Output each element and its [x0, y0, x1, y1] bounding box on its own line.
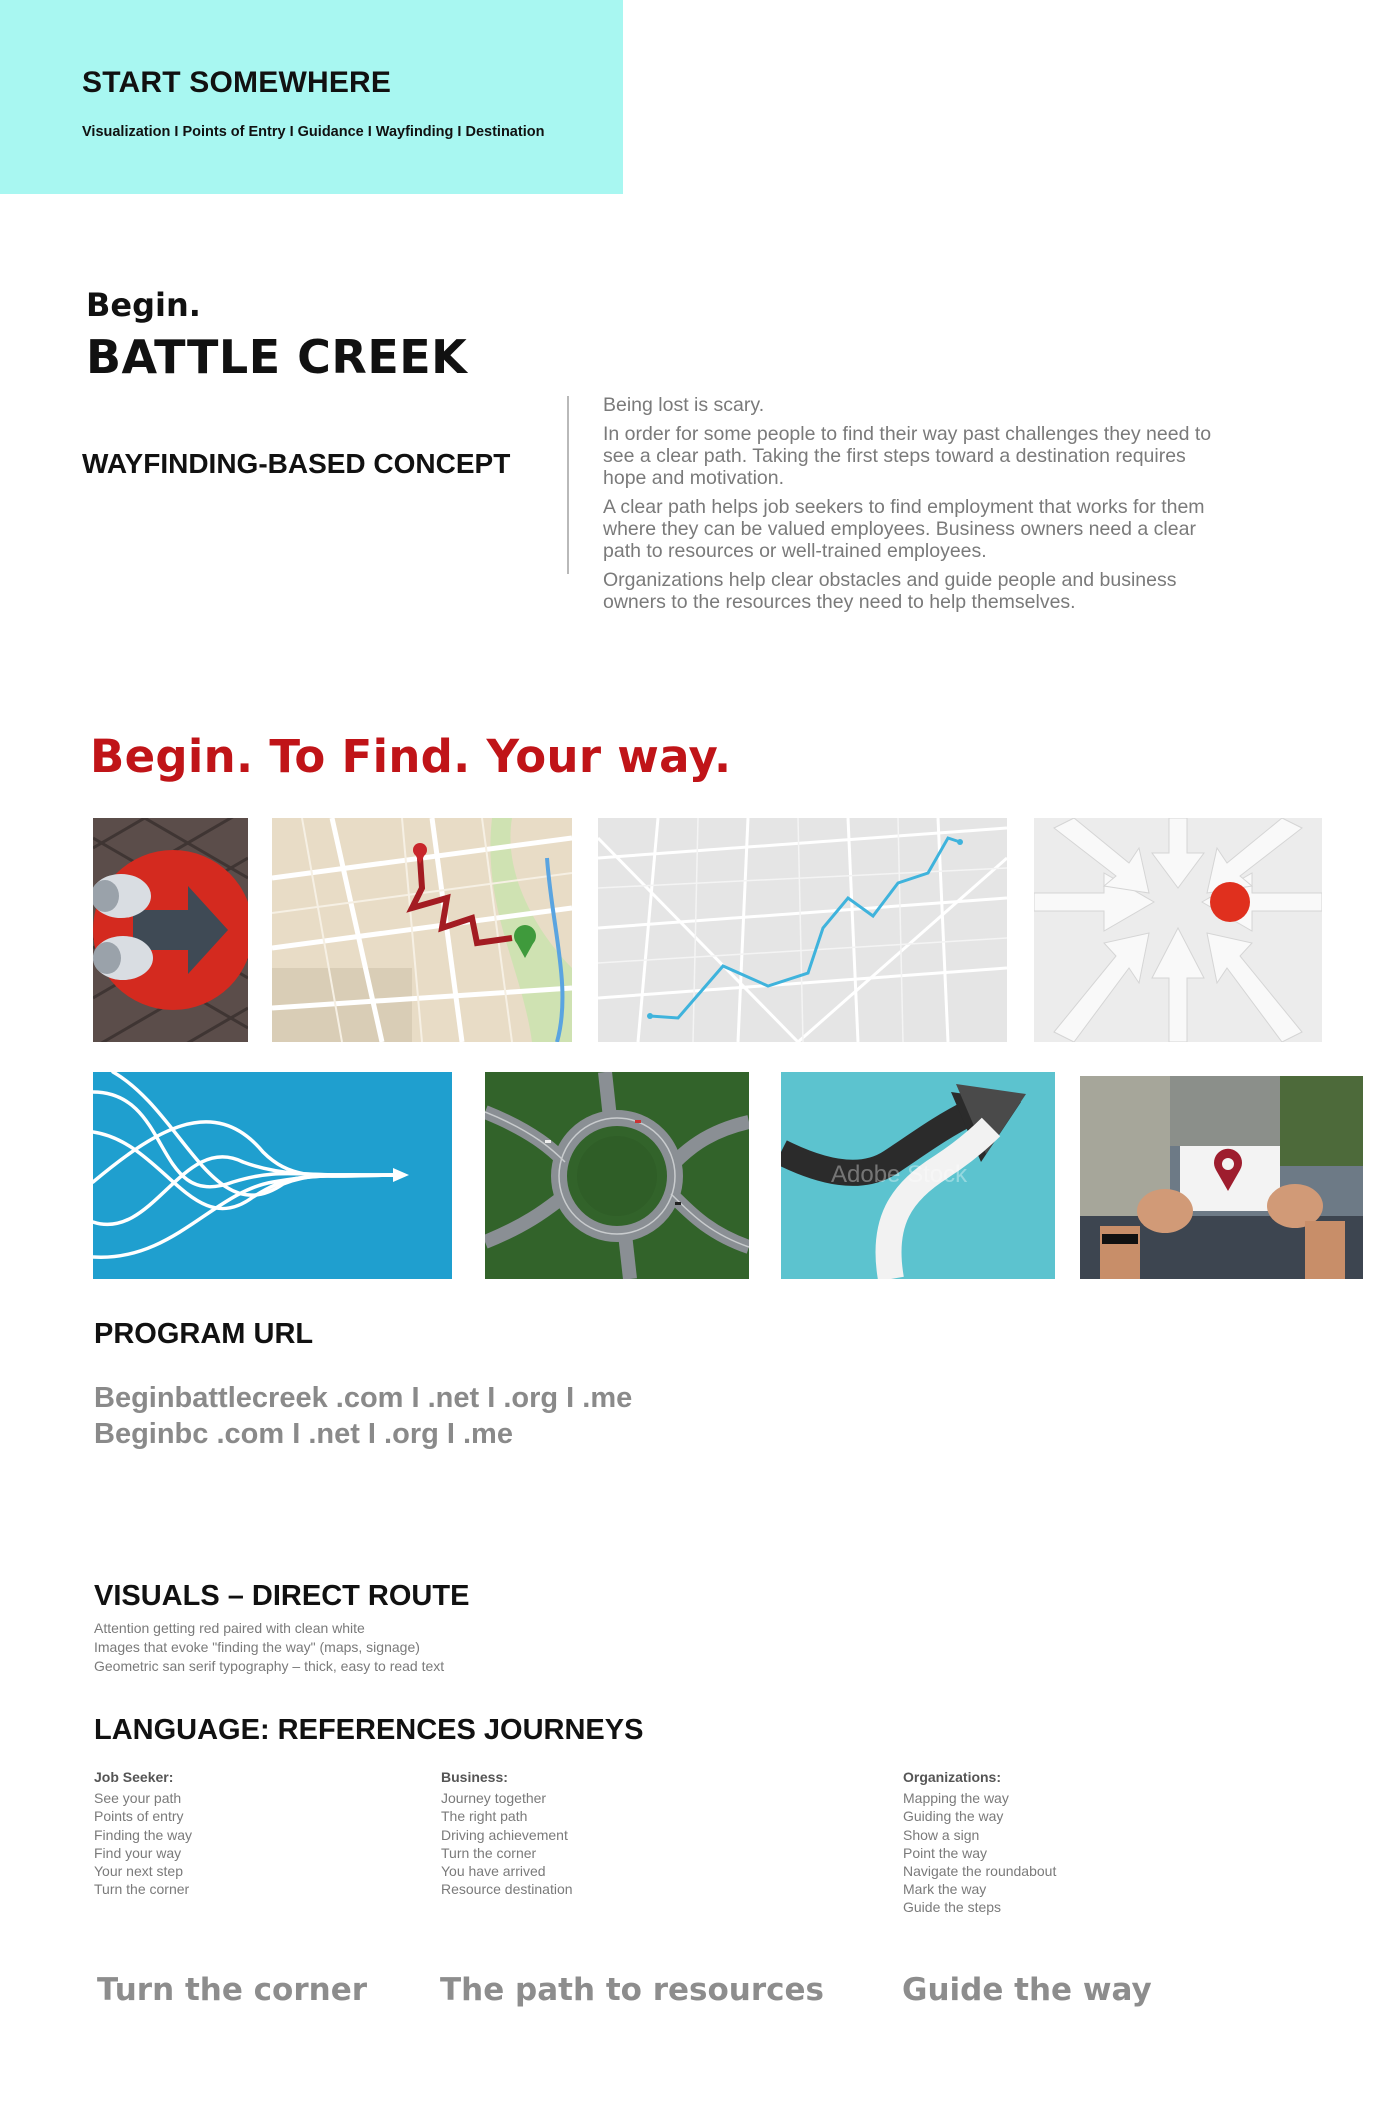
concept-heading: WAYFINDING-BASED CONCEPT [82, 448, 511, 479]
language-column-business [441, 1768, 573, 1898]
intro-paragraph: Being lost is scary. [603, 394, 765, 416]
list-item: Guiding the way [903, 1808, 1004, 1825]
program-url-line: Beginbc .com I .net I .org I .me [94, 1418, 513, 1450]
column-heading: Job Seeker: [94, 1769, 174, 1785]
highway-roundabout-aerial-photo [485, 1072, 749, 1279]
brand-kicker: Begin. [86, 286, 201, 324]
divider [567, 396, 569, 574]
intro-paragraph: Organizations help clear obstacles and guide people and business owners to the resources they need to help themselves. [603, 569, 1177, 613]
intro-paragraph: A clear path helps job seekers to find employment that works for them where they can be valued employees. Business owners need a clear path to resources or well-trained employees. [603, 496, 1205, 562]
map-route-pins-photo [272, 818, 572, 1042]
language-column-organizations [903, 1768, 1056, 1917]
language-heading: LANGUAGE: REFERENCES JOURNEYS [94, 1714, 644, 1746]
watermark-text: Adobe Stock [831, 1161, 968, 1188]
column-heading: Organizations: [903, 1769, 1002, 1785]
header-title: START SOMEWHERE [82, 66, 392, 99]
list-item: You have arrived [441, 1863, 546, 1880]
footer-phrase: The path to resources [440, 1972, 825, 2008]
footer-phrase: Turn the corner [97, 1972, 368, 2008]
visuals-item: Attention getting red paired with clean white [94, 1620, 365, 1636]
list-item: Mapping the way [903, 1790, 1009, 1807]
list-item: Journey together [441, 1790, 547, 1807]
brand-name: BATTLE CREEK [86, 330, 468, 384]
list-item: Points of entry [94, 1808, 184, 1825]
list-item: Point the way [903, 1844, 988, 1861]
list-item: Mark the way [903, 1881, 987, 1898]
blue-route-map-photo [598, 818, 1007, 1042]
tagline: Begin. To Find. Your way. [90, 730, 732, 783]
visuals-heading: VISUALS – DIRECT ROUTE [94, 1580, 470, 1612]
list-item: Turn the corner [94, 1881, 190, 1898]
list-item: Find your way [94, 1844, 182, 1861]
list-item: Guide the steps [903, 1899, 1002, 1916]
header-subtitle: Visualization I Points of Entry I Guidance I Wayfinding I Destination [82, 124, 545, 140]
converging-white-paths-photo [93, 1072, 452, 1279]
hands-holding-location-pin-card-photo [1080, 1076, 1363, 1279]
program-url-heading: PROGRAM URL [94, 1318, 314, 1350]
footer-phrase: Guide the way [902, 1972, 1152, 2008]
column-heading: Business: [441, 1769, 508, 1785]
list-item: Navigate the roundabout [903, 1863, 1057, 1880]
intro-paragraph: In order for some people to find their way past challenges they need to see a clear path. Taking the first steps toward a destination requires hope and motivation. [603, 423, 1212, 489]
red-arrow-floor-sign-photo [93, 818, 248, 1042]
list-item: Show a sign [903, 1826, 980, 1843]
language-column-job-seeker [94, 1768, 192, 1898]
list-item: Turn the corner [441, 1844, 537, 1861]
list-item: The right path [441, 1808, 528, 1825]
3d-arrow-turn-photo [781, 1072, 1055, 1279]
list-item: See your path [94, 1790, 182, 1807]
visuals-item: Images that evoke "finding the way" (maps, signage) [94, 1639, 420, 1655]
program-url-line: Beginbattlecreek .com I .net I .org I .me [94, 1382, 633, 1414]
list-item: Resource destination [441, 1881, 573, 1898]
intro-text [603, 394, 1213, 620]
visuals-list [94, 1619, 444, 1676]
arrows-pointing-to-red-dot-photo [1034, 818, 1322, 1042]
list-item: Your next step [94, 1863, 183, 1880]
list-item: Driving achievement [441, 1826, 568, 1843]
list-item: Finding the way [94, 1826, 193, 1843]
visuals-item: Geometric san serif typography – thick, easy to read text [94, 1658, 445, 1674]
